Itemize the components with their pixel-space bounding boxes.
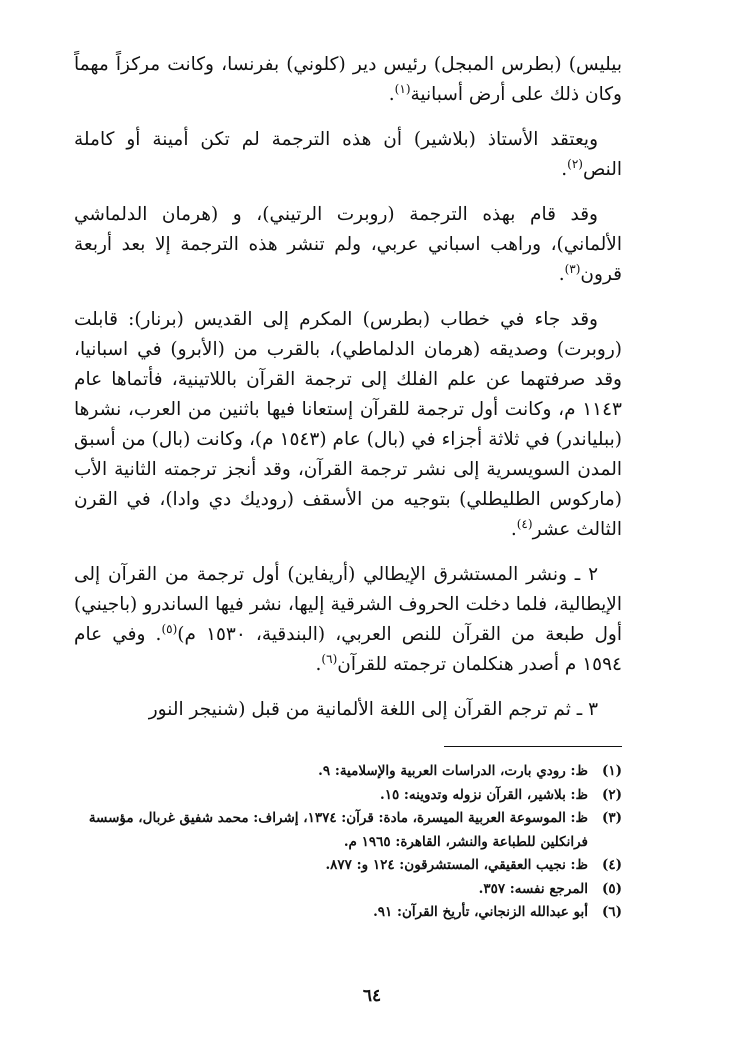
footnote-text: ظ: الموسوعة العربية الميسرة، مادة: قرآن: ١٣٧٤، إشراف: محمد شفيق غربال، مؤسسة فرانكلين للطباعة والنشر، القاهرة: ١٩٦٥ م. (88, 810, 588, 850)
footnote-text: المرجع نفسه: ٣٥٧. (478, 880, 588, 897)
paragraph-6: ٣ ـ ثم ترجم القرآن إلى اللغة الألمانية من قبل (شنيجر النور (148, 699, 598, 720)
footnote-divider (444, 746, 622, 747)
footnote-text: ظ: رودي بارت، الدراسات العربية والإسلامية: ٩. (318, 763, 588, 779)
footnote-text: ظ: بلاشير، القرآن نزوله وتدوينه: ١٥. (379, 786, 588, 803)
page-number: ٦٤ (362, 986, 382, 1006)
paragraph-4: وقد جاء في خطاب (بطرس) المكرم إلى القديس (برنار): قابلت (روبرت) وصديقه (هرمان الدلماطي)، بالقرب من (الأبرو) في اسبانيا، وقد صرفتهما عن علم الفلك إلى ترجمة القرآن باللاتينية، فأتماها عام ١١٤٣ م، وكانت أول ترجمة للقرآن إستعانا فيها باثنين من العرب، نشرها (ببلياندر) في ثلاثة أجزاء في (بال) عام (١٥٤٣ م)، وكانت (بال) من أسبق المدن السويسرية إلى نشر ترجمة القرآن، وقد أنجز ترجمته الثانية الأب (ماركوس الطليطلي) بتوجيه من الأسقف (روديك دي وادا)، في القرن الثالث عشر$^{(٤)}$. (74, 309, 622, 540)
paragraph-2: ويعتقد الأستاذ (بلاشير) أن هذه الترجمة لم تكن أمينة أو كاملة النص$^{(٢)}$. (74, 129, 622, 180)
footnote-number: (١) (601, 763, 622, 779)
footnote-text: أبو عبدالله الزنجاني، تأريخ القرآن: ٩١. (373, 904, 588, 920)
footnote-text: ظ: نجيب العقيقي، المستشرقون: ١٢٤ و: ٨٧٧. (325, 857, 588, 873)
paragraph-5: ٢ ـ ونشر المستشرق الإيطالي (أريفاين) أول ترجمة من القرآن إلى الإيطالية، فلما دخلت الحروف الشرقية إليها، نشر فيها الساندرو (باجيني) أول طبعة من القرآن للنص العربي، (البندقية، ١٥٣٠ م)$^{(٥)}$. وفي عام ١٥٩٤ م أصدر هنكلمان ترجمته للقرآن$^{(٦)}$. (74, 564, 622, 675)
footnote-item (74, 854, 622, 878)
footnote-ref-3: (٣) (564, 261, 581, 276)
footnote-item (74, 878, 622, 902)
footnote-number: (٣) (601, 810, 622, 826)
footnote-number: (٥) (601, 880, 622, 897)
footnotes (74, 760, 622, 925)
footnote-number: (٦) (601, 904, 622, 920)
footnote-ref-5: (٥) (161, 621, 178, 636)
footnote-number: (٢) (601, 786, 622, 803)
paragraph-3: وقد قام بهذه الترجمة (روبرت الرتيني)، و (هرمان الدلماشي الألماني)، وراهب اسباني عربي، ولم تنشر هذه الترجمة إلا بعد أربعة قرون$^{(٣)}$. (74, 204, 622, 285)
footnote-ref-6: (٦) (321, 651, 338, 666)
footnote-ref-4: (٤) (516, 516, 533, 531)
footnote-ref-2: (٢) (567, 156, 583, 171)
footnote-item (74, 760, 622, 784)
footnote-item (74, 807, 622, 854)
paragraph-1: بيليس) (بطرس المبجل) رئيس دير (كلوني) بفرنسا، وكانت مركزاً مهماً وكان ذلك على أرض أسبانية$^{(١)}$. (74, 54, 622, 105)
footnote-item (74, 784, 622, 808)
body-text (74, 50, 622, 740)
footnote-item (74, 901, 622, 925)
footnote-number: (٤) (601, 857, 622, 873)
footnote-ref-1: (١) (394, 81, 411, 96)
